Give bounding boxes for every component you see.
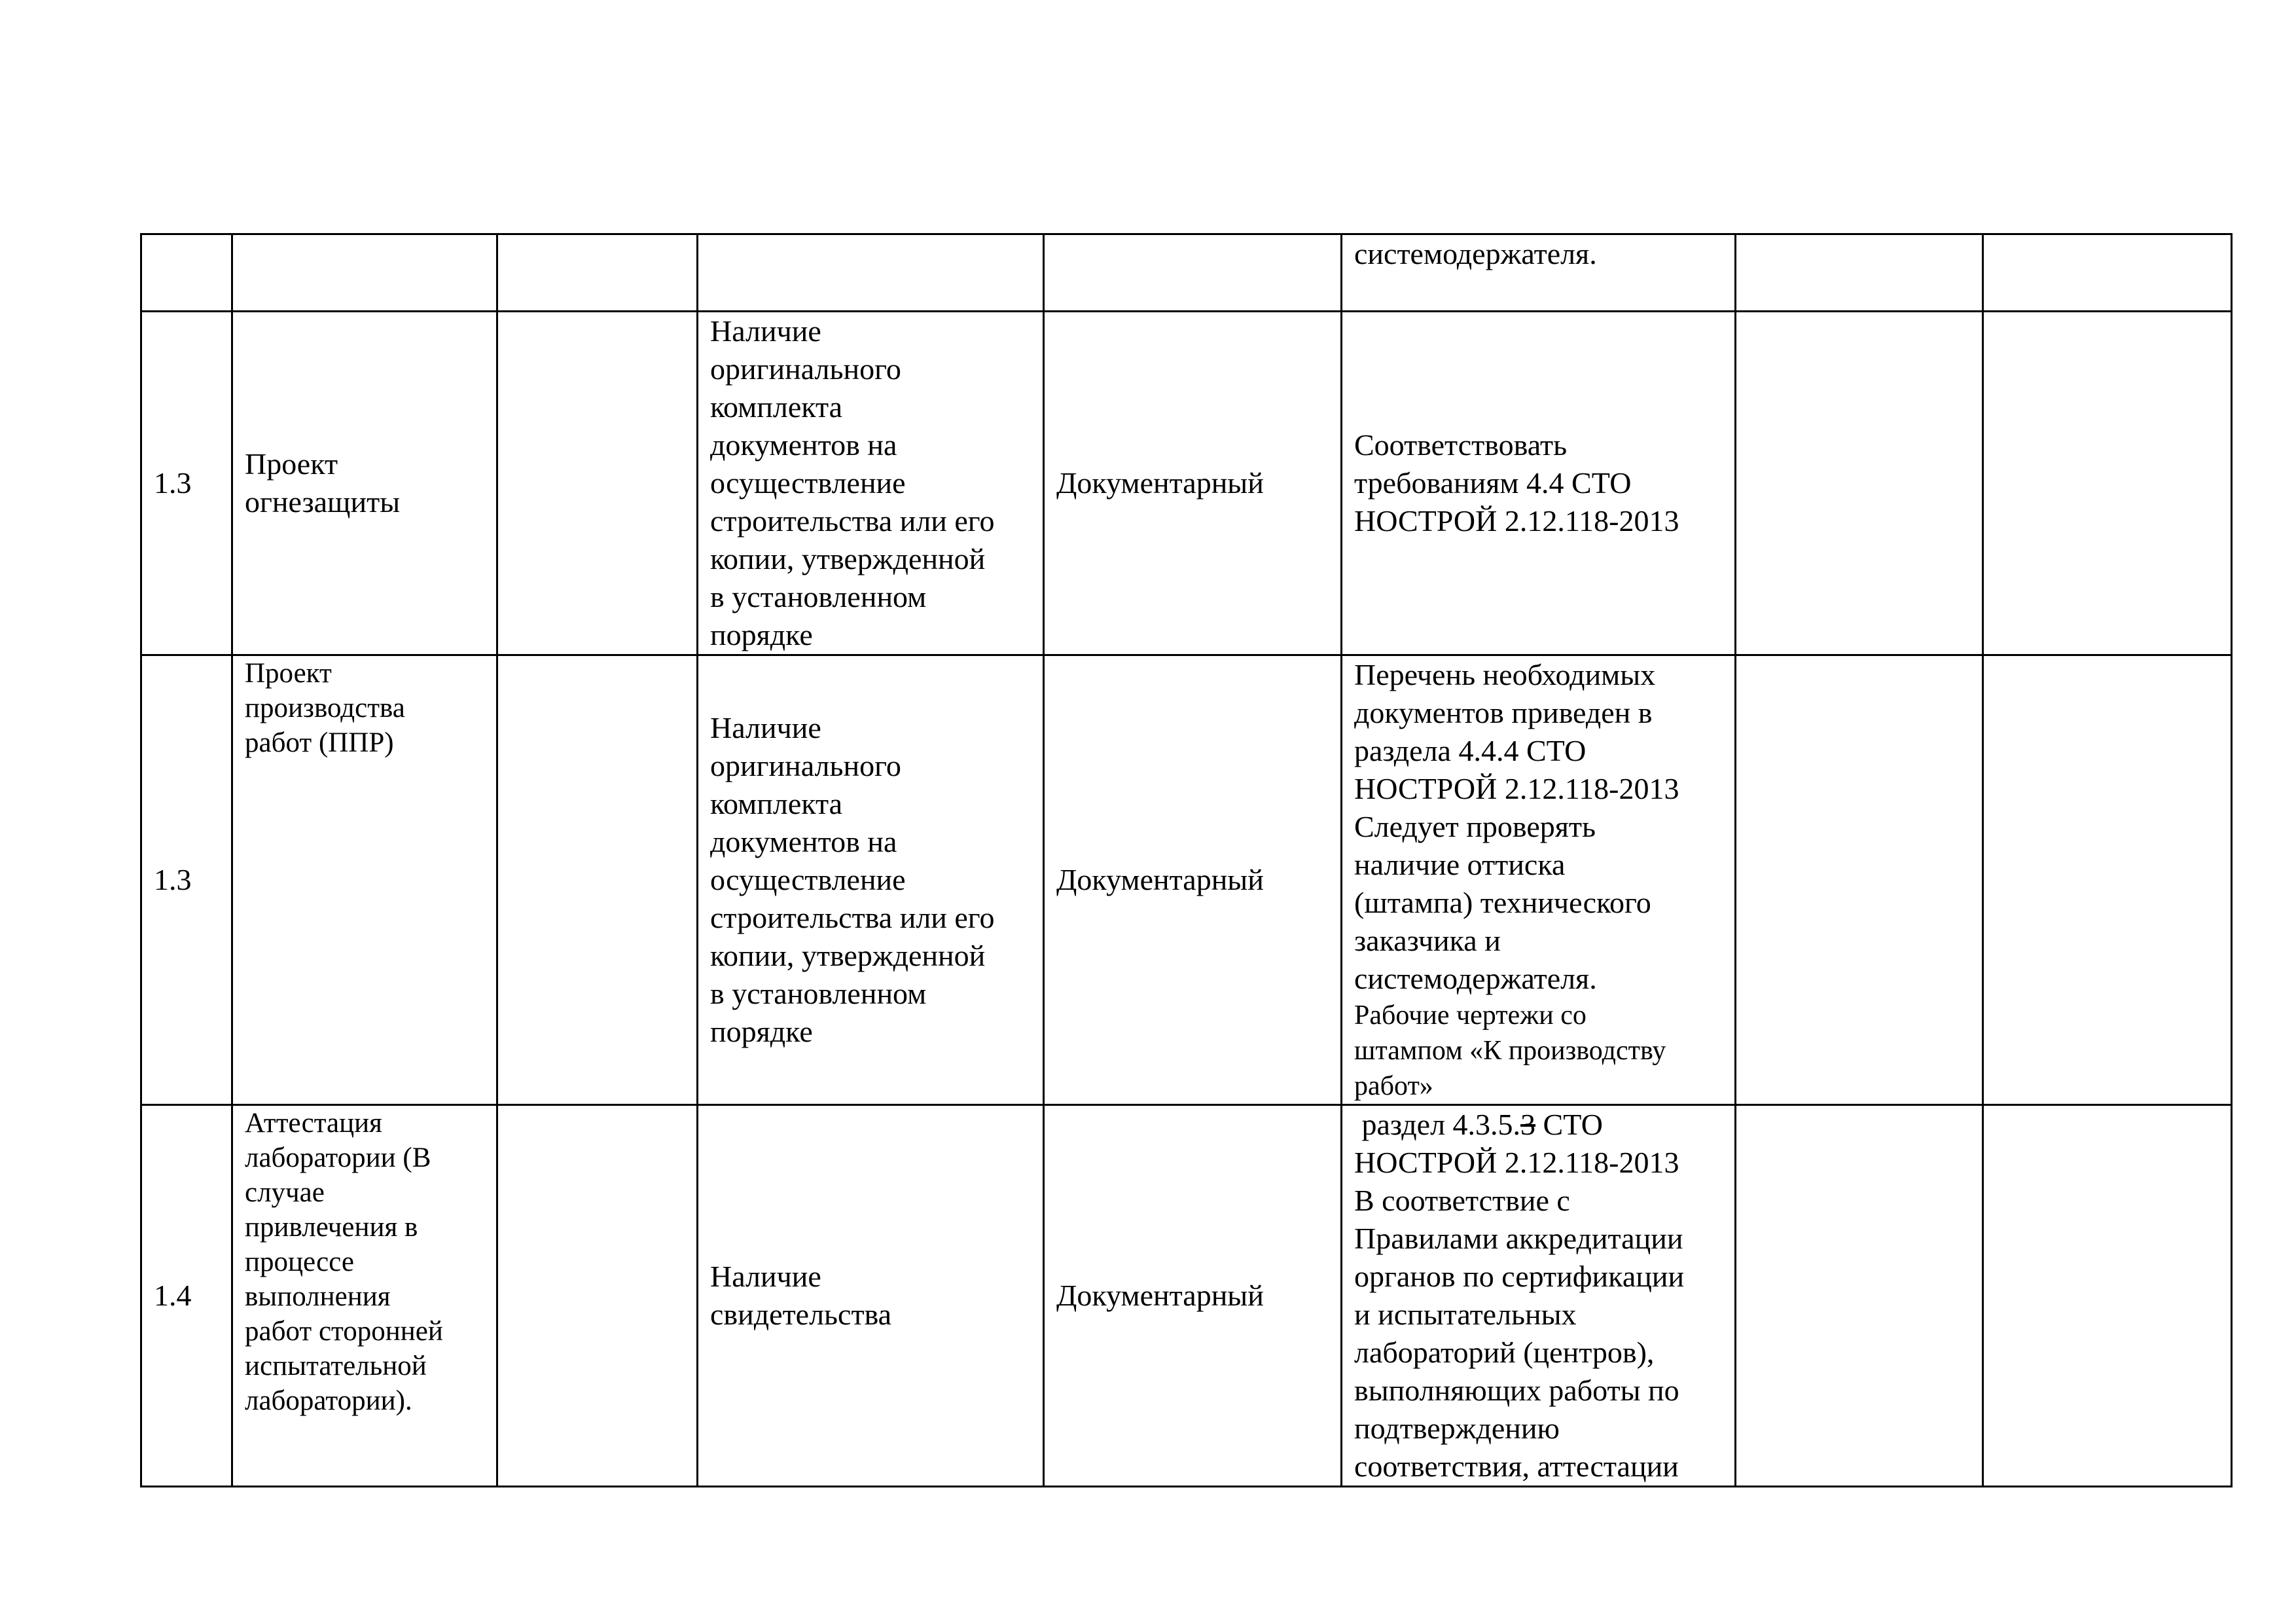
requirement-line: Наличие [710, 711, 821, 744]
cell-method: Документарный [1044, 1105, 1342, 1487]
object-line: лаборатории (В [245, 1142, 431, 1173]
cell-number: 1.4 [141, 1105, 232, 1487]
cell-empty [1983, 1105, 2232, 1487]
cell-empty [1983, 655, 2232, 1105]
criteria-line: органов по сертификации [1354, 1260, 1685, 1293]
cell-empty [497, 312, 698, 655]
criteria-line: заказчика и [1354, 924, 1501, 957]
criteria-line: раздела 4.4.4 СТО [1354, 734, 1587, 767]
cell-requirement [698, 655, 1044, 1105]
criteria-line: выполняющих работы по [1354, 1374, 1679, 1407]
criteria-line: Перечень необходимых [1354, 658, 1656, 691]
table-row [141, 312, 2232, 655]
cell-method: Документарный [1044, 655, 1342, 1105]
object-line: процессе [245, 1247, 354, 1277]
criteria-line: системодержателя. [1354, 962, 1597, 995]
requirement-line: комплекта [710, 390, 843, 424]
cell-empty [497, 1105, 698, 1487]
criteria-line: системодержателя. [1354, 237, 1597, 270]
cell-method: Документарный [1044, 312, 1342, 655]
criteria-note-line: Рабочие чертежи со [1354, 1000, 1587, 1030]
object-line: лаборатории). [245, 1385, 412, 1416]
object-line: случае [245, 1177, 325, 1208]
object-line: работ сторонней [245, 1316, 443, 1347]
criteria-line: лабораторий (центров), [1354, 1336, 1655, 1369]
requirement-line: порядке [710, 1015, 813, 1048]
cell-criteria [1342, 234, 1736, 312]
requirement-line: оригинального [710, 749, 901, 782]
requirement-line: свидетельства [710, 1298, 892, 1331]
criteria-prefix: раздел 4.3.5. [1354, 1108, 1521, 1141]
requirements-table [140, 233, 2233, 1487]
criteria-line: и испытательных [1354, 1298, 1577, 1331]
criteria-line: требованиям 4.4 СТО [1354, 466, 1632, 500]
table-row [141, 655, 2232, 1105]
criteria-line: НОСТРОЙ 2.12.118-2013 [1354, 772, 1679, 805]
cell-number: 1.3 [141, 655, 232, 1105]
criteria-line: В соответствие с [1354, 1184, 1570, 1217]
object-line: выполнения [245, 1281, 391, 1312]
object-line: Аттестация [245, 1108, 382, 1139]
criteria-first-line [1354, 1106, 1723, 1144]
requirement-line: копии, утвержденной [710, 939, 986, 972]
cell-criteria [1342, 655, 1736, 1105]
struck-text: 3 [1520, 1108, 1536, 1141]
requirement-line: в установленном [710, 977, 927, 1010]
table-row [141, 1105, 2232, 1487]
requirement-line: осуществление [710, 863, 906, 896]
requirement-line: комплекта [710, 787, 843, 820]
cell-empty [1736, 234, 1983, 312]
object-line: Проект [245, 658, 332, 689]
criteria-line: Правилами аккредитации [1354, 1222, 1683, 1255]
object-line: производства [245, 693, 405, 723]
object-line: привлечения в [245, 1212, 418, 1243]
cell-empty [1736, 312, 1983, 655]
requirement-line: документов на [710, 428, 897, 462]
criteria-line: (штампа) технического [1354, 886, 1651, 919]
criteria-line: Соответствовать [1354, 428, 1568, 462]
cell-object [232, 655, 497, 1105]
requirement-line: в установленном [710, 580, 927, 613]
object-line: работ (ППР) [245, 727, 394, 758]
cell-object [232, 234, 497, 312]
cell-object [232, 1105, 497, 1487]
requirement-line: документов на [710, 825, 897, 858]
requirement-line: Наличие [710, 1260, 821, 1293]
criteria-suffix: СТО [1535, 1108, 1603, 1141]
criteria-line: НОСТРОЙ 2.12.118-2013 [1354, 504, 1679, 538]
requirement-line: оригинального [710, 352, 901, 386]
criteria-line: наличие оттиска [1354, 848, 1566, 881]
object-line: огнезащиты [245, 485, 401, 519]
table-row [141, 234, 2232, 312]
cell-criteria [1342, 1105, 1736, 1487]
cell-empty [1736, 1105, 1983, 1487]
object-line: испытательной [245, 1351, 427, 1381]
criteria-note-line: работ» [1354, 1071, 1433, 1101]
requirement-line: копии, утвержденной [710, 542, 986, 575]
criteria-line: соответствия, аттестации [1354, 1450, 1679, 1483]
cell-requirement [698, 1105, 1044, 1487]
requirement-line: порядке [710, 618, 813, 651]
requirement-line: Наличие [710, 314, 821, 348]
cell-empty [1983, 312, 2232, 655]
criteria-note-line: штампом «К производству [1354, 1036, 1666, 1066]
criteria-line: НОСТРОЙ 2.12.118-2013 [1354, 1146, 1679, 1179]
cell-criteria [1342, 312, 1736, 655]
cell-empty [497, 234, 698, 312]
cell-empty [1736, 655, 1983, 1105]
cell-number: 1.3 [141, 312, 232, 655]
requirement-line: строительства или его [710, 504, 995, 538]
cell-method [1044, 234, 1342, 312]
cell-empty [1983, 234, 2232, 312]
cell-object [232, 312, 497, 655]
object-line: Проект [245, 447, 338, 481]
criteria-line: подтверждению [1354, 1412, 1560, 1445]
criteria-line: документов приведен в [1354, 696, 1653, 729]
cell-empty [497, 655, 698, 1105]
requirement-line: осуществление [710, 466, 906, 500]
cell-requirement [698, 312, 1044, 655]
cell-requirement [698, 234, 1044, 312]
requirement-line: строительства или его [710, 901, 995, 934]
cell-number [141, 234, 232, 312]
criteria-line: Следует проверять [1354, 810, 1596, 843]
